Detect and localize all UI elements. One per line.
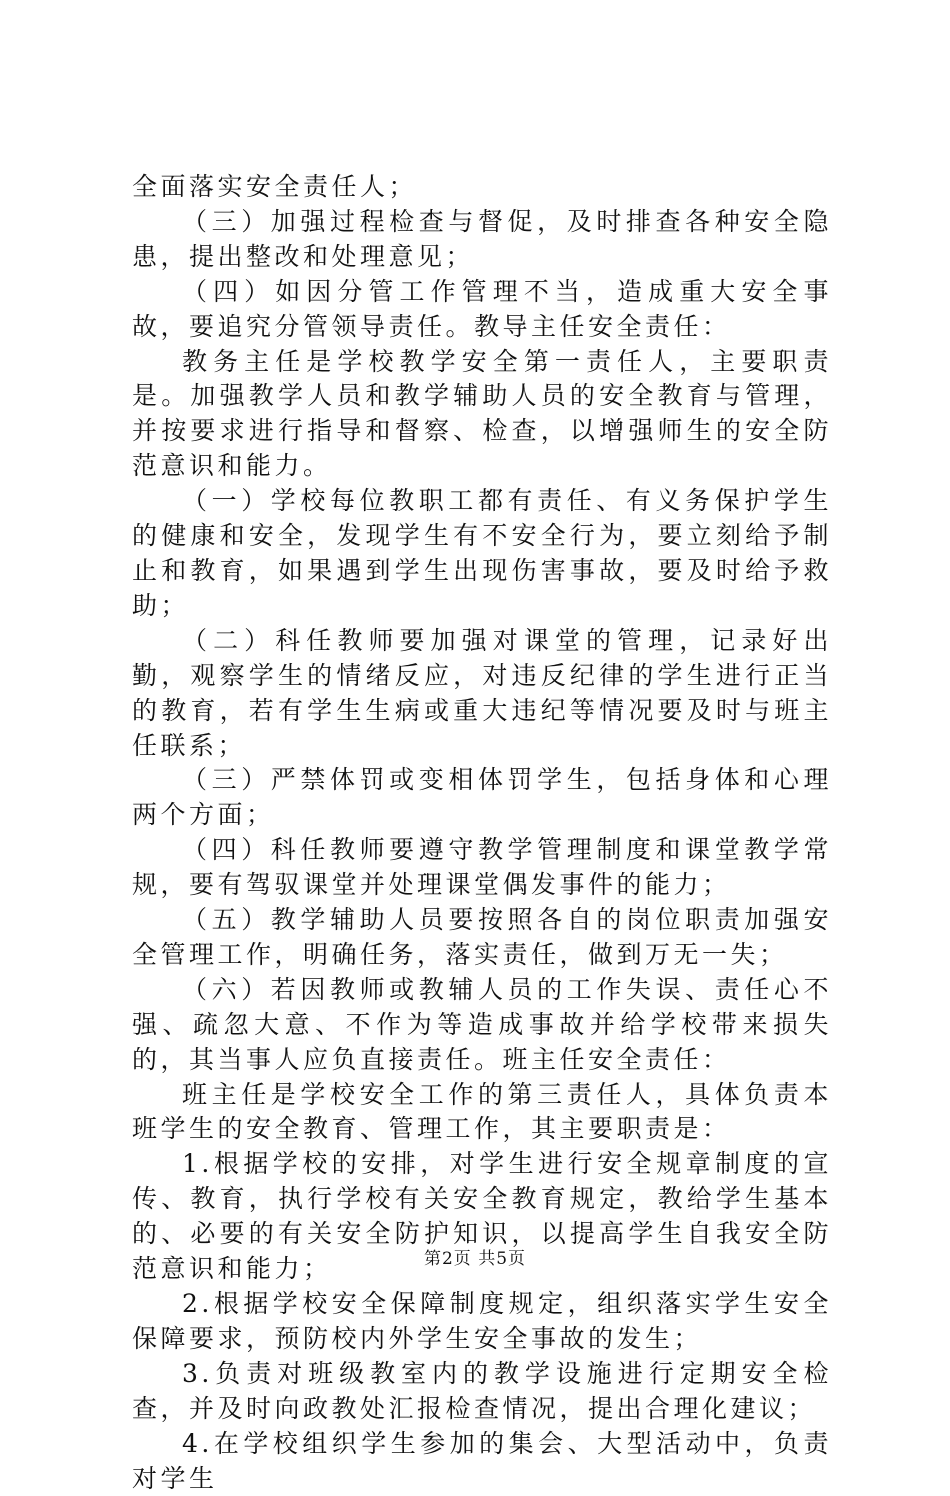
- paragraph: （三）严禁体罚或变相体罚学生，包括身体和心理两个方面；: [132, 765, 832, 830]
- paragraph: （一）学校每位教职工都有责任、有义务保护学生的健康和安全，发现学生有不安全行为，要立刻给予制止和教育，如果遇到学生出现伤害事故，要及时给予救助；: [132, 486, 832, 620]
- paragraph: （四）如因分管工作管理不当，造成重大安全事故，要追究分管领导责任。教导主任安全责任：: [132, 276, 832, 341]
- paragraph: （五）教学辅助人员要按照各自的岗位职责加强安全管理工作，明确任务，落实责任，做到万无一失；: [132, 905, 832, 969]
- paragraph: 1.根据学校的安排，对学生进行安全规章制度的宣传、教育，执行学校有关安全教育规定，教给学生基本的、必要的有关安全防护知识，以提高学生自我安全防范意识和能力；: [132, 1149, 832, 1284]
- paragraph: 3.负责对班级教室内的教学设施进行定期安全检查，并及时向政教处汇报检查情况，提出合理化建议；: [132, 1358, 832, 1423]
- paragraph: 教务主任是学校教学安全第一责任人，主要职责是。加强教学人员和教学辅助人员的安全教育与管理，并按要求进行指导和督察、检查，以增强师生的安全防范意识和能力。: [132, 346, 832, 481]
- paragraph: （三）加强过程检查与督促，及时排查各种安全隐患，提出整改和处理意见；: [132, 206, 832, 271]
- page-number-footer: 第2页 共5页: [423, 1249, 527, 1269]
- paragraph: （二）科任教师要加强对课堂的管理，记录好出勤，观察学生的情绪反应，对违反纪律的学生进行正当的教育，若有学生生病或重大违纪等情况要及时与班主任联系；: [132, 625, 832, 760]
- paragraph: （四）科任教师要遵守教学管理制度和课堂教学常规，要有驾驭课堂并处理课堂偶发事件的能力；: [132, 835, 832, 900]
- paragraph: 全面落实安全责任人；: [132, 172, 418, 201]
- document-body: [132, 170, 832, 1496]
- paragraph: 2.根据学校安全保障制度规定，组织落实学生安全保障要求，预防校内外学生安全事故的发生；: [132, 1289, 832, 1353]
- paragraph: （六）若因教师或教辅人员的工作失误、责任心不强、疏忽大意、不作为等造成事故并给学校带来损失的，其当事人应负直接责任。班主任安全责任：: [132, 974, 832, 1074]
- paragraph: 4.在学校组织学生参加的集会、大型活动中，负责对学生: [132, 1428, 832, 1493]
- paragraph: 班主任是学校安全工作的第三责任人，具体负责本班学生的安全教育、管理工作，其主要职责是：: [132, 1079, 832, 1144]
